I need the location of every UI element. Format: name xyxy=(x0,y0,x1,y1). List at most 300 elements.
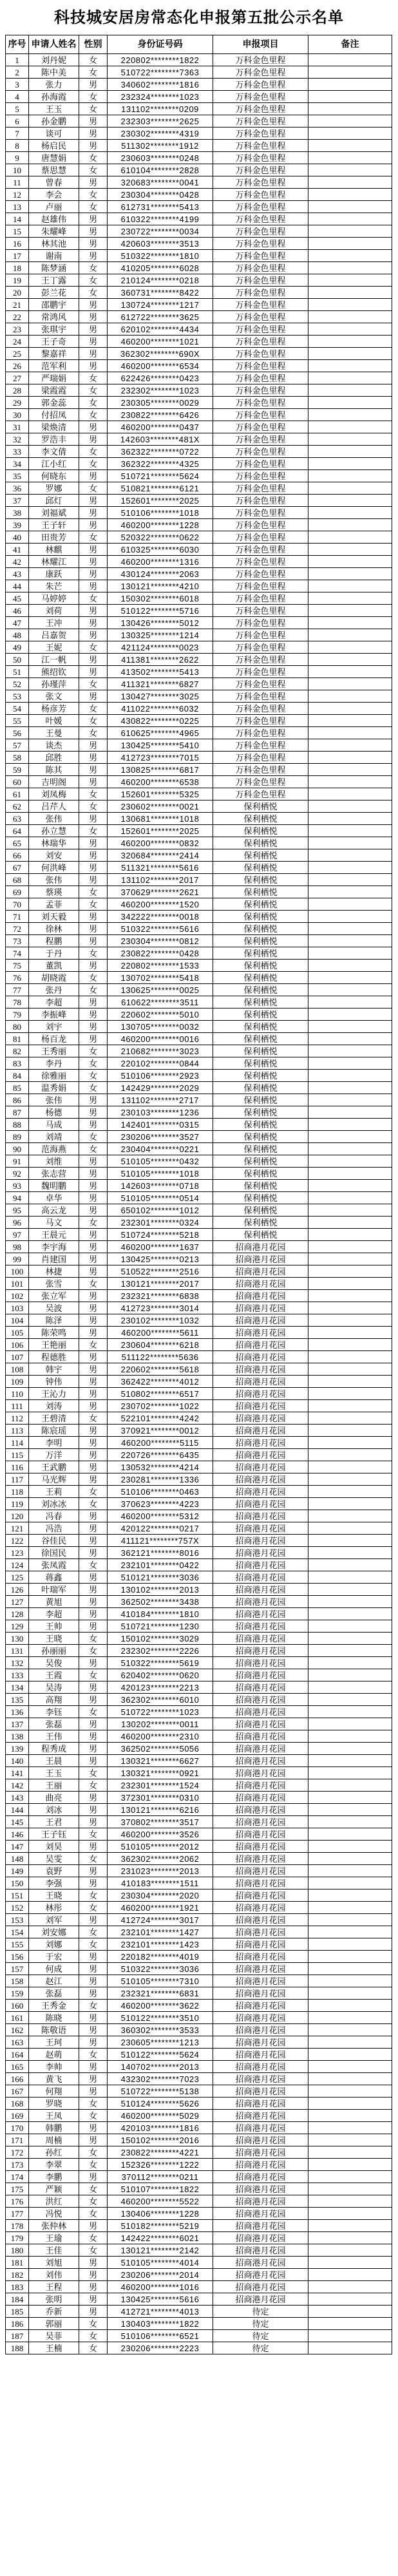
cell-id: 230602********0021 xyxy=(108,800,213,813)
cell-no: 18 xyxy=(6,262,29,274)
table-row xyxy=(6,1792,392,1804)
table-row xyxy=(6,2110,392,2122)
cell-name: 李超 xyxy=(29,1608,79,1620)
cell-sex: 女 xyxy=(79,2244,108,2257)
cell-id: 231023********2013 xyxy=(108,1865,213,1877)
cell-no: 65 xyxy=(6,837,29,849)
cell-no: 116 xyxy=(6,1461,29,1473)
cell-id: 230206********3527 xyxy=(108,1131,213,1143)
cell-id: 510105********0432 xyxy=(108,1155,213,1168)
cell-note xyxy=(308,2098,392,2110)
cell-sex: 男 xyxy=(79,1290,108,1302)
cell-no: 123 xyxy=(6,1547,29,1559)
cell-note xyxy=(308,2269,392,2281)
cell-sex: 男 xyxy=(79,1877,108,1889)
cell-id: 510122********5716 xyxy=(108,605,213,617)
cell-name: 江小红 xyxy=(29,458,79,470)
cell-id: 230281********1336 xyxy=(108,1473,213,1486)
cell-id: 522101********4242 xyxy=(108,1412,213,1425)
cell-id: 130724********1217 xyxy=(108,299,213,311)
cell-note xyxy=(308,1021,392,1033)
cell-id: 230604********6218 xyxy=(108,1339,213,1351)
cell-id: 430124********2063 xyxy=(108,568,213,580)
cell-sex: 女 xyxy=(79,825,108,837)
cell-id: 420122********0217 xyxy=(108,1522,213,1535)
cell-name: 杨百龙 xyxy=(29,1033,79,1045)
cell-sex: 女 xyxy=(79,1278,108,1290)
cell-sex: 男 xyxy=(79,1388,108,1400)
table-row xyxy=(6,189,392,201)
table-row xyxy=(6,2330,392,2342)
cell-project: 万科金色里程 xyxy=(213,544,308,556)
cell-no: 92 xyxy=(6,1168,29,1180)
cell-note xyxy=(308,433,392,446)
cell-note xyxy=(308,1327,392,1339)
cell-id: 610622********3511 xyxy=(108,996,213,1009)
cell-id: 370802********3517 xyxy=(108,1816,213,1828)
cell-project: 招商港月花园 xyxy=(213,2232,308,2244)
cell-id: 510722********1023 xyxy=(108,1706,213,1718)
table-row xyxy=(6,1926,392,1938)
cell-note xyxy=(308,384,392,397)
cell-sex: 男 xyxy=(79,1620,108,1633)
cell-no: 19 xyxy=(6,274,29,287)
cell-name: 吴波 xyxy=(29,1302,79,1314)
cell-project: 万科金色里程 xyxy=(213,605,308,617)
cell-no: 179 xyxy=(6,2232,29,2244)
cell-id: 650102********1012 xyxy=(108,1204,213,1217)
cell-no: 93 xyxy=(6,1180,29,1192)
cell-id: 230102********1032 xyxy=(108,1314,213,1327)
cell-no: 107 xyxy=(6,1351,29,1363)
cell-no: 3 xyxy=(6,79,29,91)
cell-id: 510802********6517 xyxy=(108,1388,213,1400)
table-row xyxy=(6,2269,392,2281)
cell-id: 510122********5624 xyxy=(108,2049,213,2061)
cell-project: 招商港月花园 xyxy=(213,1889,308,1902)
cell-name: 田贵芳 xyxy=(29,531,79,544)
cell-sex: 男 xyxy=(79,1449,108,1461)
table-row xyxy=(6,923,392,935)
cell-no: 64 xyxy=(6,825,29,837)
table-row xyxy=(6,2122,392,2134)
table-row xyxy=(6,605,392,617)
cell-project: 招商港月花园 xyxy=(213,1351,308,1363)
cell-id: 510105********4014 xyxy=(108,2257,213,2269)
cell-project: 保利栖悦 xyxy=(213,972,308,984)
cell-no: 162 xyxy=(6,2024,29,2036)
cell-note xyxy=(308,1547,392,1559)
cell-project: 招商港月花园 xyxy=(213,1314,308,1327)
cell-note xyxy=(308,2208,392,2220)
cell-project: 招商港月花园 xyxy=(213,1498,308,1510)
cell-project: 待定 xyxy=(213,2330,308,2342)
cell-note xyxy=(308,629,392,641)
table-row xyxy=(6,1327,392,1339)
cell-note xyxy=(308,1779,392,1792)
cell-id: 320684********2414 xyxy=(108,849,213,862)
cell-note xyxy=(308,727,392,739)
cell-note xyxy=(308,849,392,862)
table-row xyxy=(6,1657,392,1669)
cell-name: 刘凤梅 xyxy=(29,788,79,800)
table-row xyxy=(6,1743,392,1755)
cell-note xyxy=(308,140,392,152)
cell-no: 111 xyxy=(6,1400,29,1412)
cell-no: 122 xyxy=(6,1535,29,1547)
table-row xyxy=(6,348,392,360)
cell-no: 115 xyxy=(6,1449,29,1461)
cell-project: 招商港月花园 xyxy=(213,1559,308,1571)
cell-name: 吉明阁 xyxy=(29,776,79,788)
cell-no: 160 xyxy=(6,2000,29,2012)
cell-sex: 男 xyxy=(79,1510,108,1522)
cell-sex: 男 xyxy=(79,1865,108,1877)
cell-sex: 男 xyxy=(79,128,108,140)
cell-sex: 男 xyxy=(79,2073,108,2085)
cell-note xyxy=(308,1596,392,1608)
cell-project: 保利栖悦 xyxy=(213,898,308,911)
table-row xyxy=(6,1314,392,1327)
cell-name: 王妮 xyxy=(29,641,79,654)
cell-note xyxy=(308,531,392,544)
cell-name: 李翠 xyxy=(29,2159,79,2171)
cell-name: 康跃 xyxy=(29,568,79,580)
table-row xyxy=(6,225,392,238)
cell-project: 万科金色里程 xyxy=(213,384,308,397)
cell-note xyxy=(308,79,392,91)
cell-no: 157 xyxy=(6,1963,29,1975)
table-row xyxy=(6,2085,392,2098)
cell-name: 马成 xyxy=(29,1119,79,1131)
cell-note xyxy=(308,2110,392,2122)
cell-project: 万科金色里程 xyxy=(213,152,308,164)
cell-no: 11 xyxy=(6,176,29,189)
cell-no: 22 xyxy=(6,311,29,323)
cell-project: 招商港月花园 xyxy=(213,1706,308,1718)
cell-name: 严颖 xyxy=(29,2183,79,2195)
table-row xyxy=(6,176,392,189)
cell-sex: 女 xyxy=(79,1938,108,1951)
cell-name: 梁焕清 xyxy=(29,421,79,433)
cell-sex: 女 xyxy=(79,1902,108,1914)
cell-note xyxy=(308,189,392,201)
cell-name: 李超 xyxy=(29,996,79,1009)
cell-project: 招商港月花园 xyxy=(213,1363,308,1376)
cell-project: 万科金色里程 xyxy=(213,176,308,189)
cell-note xyxy=(308,1559,392,1571)
cell-no: 24 xyxy=(6,336,29,348)
cell-name: 江一帆 xyxy=(29,654,79,666)
cell-project: 招商港月花园 xyxy=(213,1865,308,1877)
cell-name: 林捷 xyxy=(29,1265,79,1278)
cell-no: 26 xyxy=(6,360,29,372)
cell-no: 133 xyxy=(6,1669,29,1681)
cell-no: 145 xyxy=(6,1816,29,1828)
cell-project: 万科金色里程 xyxy=(213,262,308,274)
cell-note xyxy=(308,446,392,458)
cell-name: 冯浩 xyxy=(29,1522,79,1535)
cell-name: 于宏 xyxy=(29,1951,79,1963)
cell-sex: 男 xyxy=(79,495,108,507)
cell-id: 130702********5418 xyxy=(108,972,213,984)
cell-name: 洪红 xyxy=(29,2195,79,2208)
table-row xyxy=(6,103,392,115)
cell-project: 保利栖悦 xyxy=(213,1217,308,1229)
cell-sex: 男 xyxy=(79,2171,108,2183)
cell-name: 孟菲 xyxy=(29,898,79,911)
cell-sex: 男 xyxy=(79,1951,108,1963)
cell-no: 150 xyxy=(6,1877,29,1889)
cell-project: 保利栖悦 xyxy=(213,849,308,862)
cell-id: 362322********0722 xyxy=(108,446,213,458)
cell-sex: 男 xyxy=(79,1229,108,1241)
cell-project: 招商港月花园 xyxy=(213,1400,308,1412)
table-row xyxy=(6,1608,392,1620)
table-row xyxy=(6,1938,392,1951)
header-name: 申请人姓名 xyxy=(29,35,79,54)
cell-no: 114 xyxy=(6,1437,29,1449)
cell-note xyxy=(308,360,392,372)
table-row xyxy=(6,1963,392,1975)
cell-id: 411381********2622 xyxy=(108,654,213,666)
table-row xyxy=(6,1559,392,1571)
table-row xyxy=(6,1155,392,1168)
cell-id: 510124********5626 xyxy=(108,2098,213,2110)
cell-note xyxy=(308,1045,392,1057)
cell-note xyxy=(308,1877,392,1889)
cell-name: 何洪峰 xyxy=(29,862,79,874)
table-row xyxy=(6,1645,392,1657)
cell-project: 招商港月花园 xyxy=(213,1938,308,1951)
applicant-table xyxy=(5,35,392,2354)
cell-name: 刘福斌 xyxy=(29,507,79,519)
cell-note xyxy=(308,507,392,519)
cell-id: 510105********1018 xyxy=(108,1168,213,1180)
cell-project: 保利栖悦 xyxy=(213,800,308,813)
cell-note xyxy=(308,911,392,923)
cell-note xyxy=(308,1412,392,1425)
cell-note xyxy=(308,739,392,752)
cell-note xyxy=(308,1816,392,1828)
cell-name: 卓华 xyxy=(29,1192,79,1204)
cell-note xyxy=(308,250,392,262)
cell-sex: 男 xyxy=(79,1694,108,1706)
cell-project: 万科金色里程 xyxy=(213,140,308,152)
cell-project: 招商港月花园 xyxy=(213,1792,308,1804)
cell-no: 105 xyxy=(6,1327,29,1339)
cell-no: 91 xyxy=(6,1155,29,1168)
cell-id: 150102********3029 xyxy=(108,1633,213,1645)
cell-sex: 男 xyxy=(79,1792,108,1804)
cell-name: 王子轩 xyxy=(29,519,79,531)
cell-no: 153 xyxy=(6,1914,29,1926)
cell-name: 赵雄伟 xyxy=(29,213,79,225)
cell-project: 招商港月花园 xyxy=(213,1975,308,1987)
cell-no: 75 xyxy=(6,960,29,972)
cell-note xyxy=(308,1351,392,1363)
cell-no: 47 xyxy=(6,617,29,629)
cell-name: 付招凤 xyxy=(29,409,79,421)
cell-sex: 男 xyxy=(79,1265,108,1278)
cell-name: 高翔 xyxy=(29,1694,79,1706)
cell-name: 张仲林 xyxy=(29,2220,79,2232)
cell-no: 68 xyxy=(6,874,29,886)
cell-name: 韩宇 xyxy=(29,1363,79,1376)
cell-no: 55 xyxy=(6,715,29,727)
cell-no: 7 xyxy=(6,128,29,140)
cell-id: 511122********5636 xyxy=(108,1351,213,1363)
table-row xyxy=(6,1351,392,1363)
cell-no: 2 xyxy=(6,66,29,79)
cell-note xyxy=(308,1473,392,1486)
cell-id: 362121********8016 xyxy=(108,1547,213,1559)
cell-sex: 男 xyxy=(79,813,108,825)
cell-id: 460200********1637 xyxy=(108,1241,213,1253)
cell-note xyxy=(308,311,392,323)
cell-sex: 男 xyxy=(79,556,108,568)
cell-id: 510106********6521 xyxy=(108,2330,213,2342)
cell-note xyxy=(308,1938,392,1951)
cell-sex: 女 xyxy=(79,446,108,458)
cell-id: 372301********0310 xyxy=(108,1792,213,1804)
cell-no: 38 xyxy=(6,507,29,519)
cell-note xyxy=(308,201,392,213)
cell-sex: 男 xyxy=(79,1094,108,1106)
cell-project: 万科金色里程 xyxy=(213,54,308,66)
cell-sex: 女 xyxy=(79,2232,108,2244)
cell-no: 188 xyxy=(6,2342,29,2354)
cell-no: 104 xyxy=(6,1314,29,1327)
cell-id: 510721********1230 xyxy=(108,1620,213,1633)
cell-sex: 男 xyxy=(79,1473,108,1486)
cell-note xyxy=(308,862,392,874)
table-row xyxy=(6,1082,392,1094)
cell-id: 511321********5616 xyxy=(108,862,213,874)
cell-name: 邱灯 xyxy=(29,495,79,507)
cell-name: 孙瑾萍 xyxy=(29,678,79,690)
cell-note xyxy=(308,2122,392,2134)
cell-no: 33 xyxy=(6,446,29,458)
cell-name: 李宇海 xyxy=(29,1241,79,1253)
cell-name: 程德胜 xyxy=(29,1351,79,1363)
cell-note xyxy=(308,1192,392,1204)
cell-id: 130121********2142 xyxy=(108,2244,213,2257)
cell-no: 56 xyxy=(6,727,29,739)
cell-project: 万科金色里程 xyxy=(213,421,308,433)
cell-note xyxy=(308,1449,392,1461)
cell-id: 140702********2013 xyxy=(108,2061,213,2073)
cell-id: 230722********0034 xyxy=(108,225,213,238)
cell-note xyxy=(308,1217,392,1229)
cell-project: 万科金色里程 xyxy=(213,348,308,360)
cell-no: 147 xyxy=(6,1841,29,1853)
cell-no: 144 xyxy=(6,1804,29,1816)
cell-no: 51 xyxy=(6,666,29,678)
cell-no: 181 xyxy=(6,2257,29,2269)
table-row xyxy=(6,164,392,176)
cell-project: 万科金色里程 xyxy=(213,189,308,201)
table-row xyxy=(6,1877,392,1889)
cell-sex: 男 xyxy=(79,1192,108,1204)
cell-name: 熊绍钦 xyxy=(29,666,79,678)
cell-note xyxy=(308,972,392,984)
table-row xyxy=(6,678,392,690)
cell-note xyxy=(308,1853,392,1865)
table-row xyxy=(6,727,392,739)
cell-name: 王瑜 xyxy=(29,2232,79,2244)
cell-no: 58 xyxy=(6,752,29,764)
cell-sex: 男 xyxy=(79,1718,108,1730)
cell-name: 王子钰 xyxy=(29,1828,79,1841)
cell-note xyxy=(308,1229,392,1241)
table-row xyxy=(6,2220,392,2232)
header-sex: 性别 xyxy=(79,35,108,54)
cell-id: 510724********5218 xyxy=(108,1229,213,1241)
cell-name: 邵鹏宇 xyxy=(29,299,79,311)
cell-no: 141 xyxy=(6,1767,29,1779)
cell-note xyxy=(308,1889,392,1902)
cell-no: 137 xyxy=(6,1718,29,1730)
cell-sex: 男 xyxy=(79,311,108,323)
table-row xyxy=(6,238,392,250)
cell-name: 范军利 xyxy=(29,360,79,372)
cell-note xyxy=(308,1009,392,1021)
cell-name: 张伟 xyxy=(29,874,79,886)
cell-sex: 男 xyxy=(79,1351,108,1363)
cell-sex: 男 xyxy=(79,849,108,862)
cell-no: 88 xyxy=(6,1119,29,1131)
cell-name: 赵江 xyxy=(29,1975,79,1987)
cell-note xyxy=(308,128,392,140)
cell-name: 徐雅丽 xyxy=(29,1070,79,1082)
cell-note xyxy=(308,1645,392,1657)
cell-id: 520322********0622 xyxy=(108,531,213,544)
cell-name: 曾春 xyxy=(29,176,79,189)
cell-note xyxy=(308,788,392,800)
cell-note xyxy=(308,213,392,225)
cell-project: 招商港月花园 xyxy=(213,1633,308,1645)
cell-id: 142401********0315 xyxy=(108,1119,213,1131)
table-row xyxy=(6,2159,392,2171)
cell-id: 152326********1222 xyxy=(108,2159,213,2171)
table-row xyxy=(6,1241,392,1253)
cell-id: 410184********1810 xyxy=(108,1608,213,1620)
cell-sex: 女 xyxy=(79,1057,108,1070)
cell-sex: 女 xyxy=(79,1853,108,1865)
cell-note xyxy=(308,1376,392,1388)
cell-project: 万科金色里程 xyxy=(213,91,308,103)
cell-no: 187 xyxy=(6,2330,29,2342)
cell-id: 420603********3513 xyxy=(108,238,213,250)
cell-id: 362322********4325 xyxy=(108,458,213,470)
cell-note xyxy=(308,898,392,911)
cell-id: 610325********6030 xyxy=(108,544,213,556)
cell-name: 胡晓霞 xyxy=(29,972,79,984)
cell-project: 万科金色里程 xyxy=(213,764,308,776)
table-row xyxy=(6,715,392,727)
table-row xyxy=(6,1070,392,1082)
cell-id: 510322********3036 xyxy=(108,1963,213,1975)
cell-name: 王君 xyxy=(29,1816,79,1828)
cell-project: 招商港月花园 xyxy=(213,1571,308,1584)
header-project: 申报项目 xyxy=(213,35,308,54)
cell-project: 招商港月花园 xyxy=(213,1963,308,1975)
cell-id: 370112********0211 xyxy=(108,2171,213,2183)
cell-sex: 女 xyxy=(79,1669,108,1681)
cell-id: 460200********5312 xyxy=(108,1510,213,1522)
cell-project: 万科金色里程 xyxy=(213,776,308,788)
